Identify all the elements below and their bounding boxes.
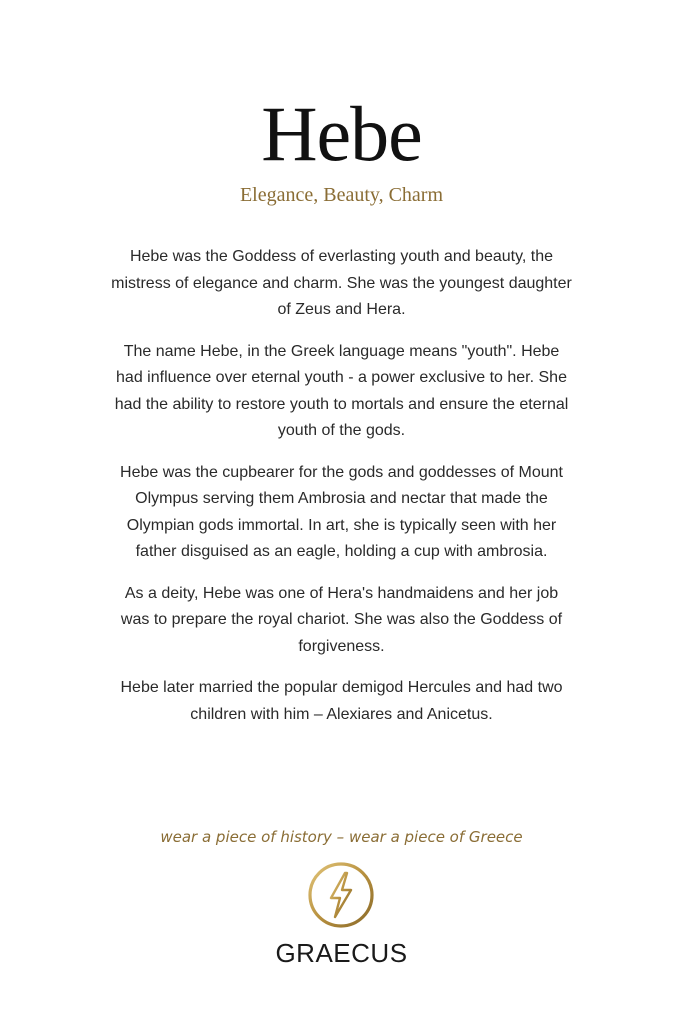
- page-subtitle: Elegance, Beauty, Charm: [239, 184, 444, 206]
- description-body: [110, 244, 573, 743]
- paragraph-1: Hebe was the Goddess of everlasting youth and beauty, the mistress of elegance and charm. She was the youngest daughter of Zeus and Hera.: [111, 248, 572, 318]
- paragraph-5: Hebe later married the popular demigod Hercules and had two children with him – Alexiares and Anicetus.: [120, 679, 563, 723]
- lightning-bolt-circle-icon: [307, 861, 375, 929]
- paragraph-3: Hebe was the cupbearer for the gods and goddesses of Mount Olympus serving them Ambrosia and nectar that made the Olympian gods immortal. In art, she is typically seen with her father disguised as an eagle, holding a cup with ambrosia.: [120, 463, 563, 560]
- paragraph-4: As a deity, Hebe was one of Hera's handmaidens and her job was to prepare the royal chariot. She was also the Goddess of forgiveness.: [120, 584, 563, 655]
- page-title: Hebe: [261, 90, 422, 177]
- paragraph-2: The name Hebe, in the Greek language means "youth". Hebe had influence over eternal youth - a power exclusive to her. She had the ability to restore youth to mortals and ensure the eternal youth of the gods.: [114, 342, 569, 439]
- brand-logo-wordmark: GRAECUS: [275, 938, 408, 968]
- brand-tagline: wear a piece of history – wear a piece of Greece: [160, 828, 523, 846]
